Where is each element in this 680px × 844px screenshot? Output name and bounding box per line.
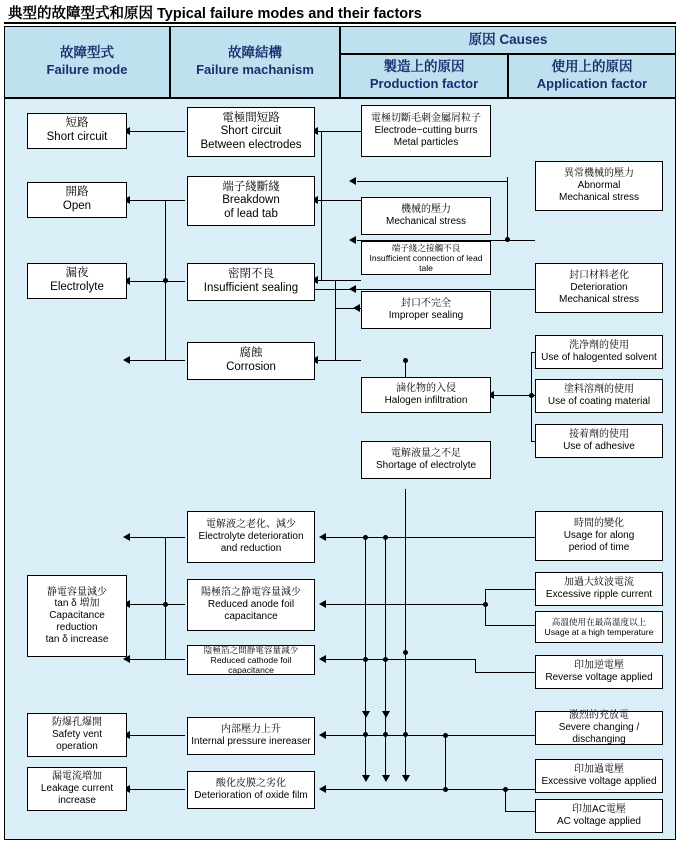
arrow-icon: [382, 775, 390, 782]
header-production-factor-cn: 製造上的原因: [383, 59, 465, 75]
label-en: Insufficient sealing: [203, 282, 299, 294]
connector: [475, 659, 476, 672]
label-cn: 端子綫之接觸不良: [391, 242, 461, 253]
connector: [505, 789, 506, 811]
connector: [357, 289, 535, 290]
label-en2: operation: [56, 740, 98, 752]
arrow-icon: [362, 775, 370, 782]
arrow-icon: [349, 285, 356, 293]
diagram-canvas: [4, 98, 676, 840]
connector: [325, 604, 485, 605]
production-factor-electrode-cutting-burrs[interactable]: [361, 105, 491, 157]
title-divider: [4, 22, 676, 24]
arrow-icon: [319, 655, 326, 663]
application-factor-seal-deterioration[interactable]: [535, 263, 663, 313]
application-factor-reverse-voltage[interactable]: [535, 655, 663, 689]
label-en: Use of adhesive: [563, 441, 635, 452]
label-en2: and reduction: [220, 542, 282, 554]
connector: [507, 177, 508, 240]
label-en: Improper sealing: [388, 310, 464, 321]
mechanism-reduced-anode-foil-capacitance[interactable]: [187, 579, 315, 631]
label-en: Capacitance: [49, 610, 105, 622]
label-cn: 端子綫斷綫: [222, 180, 280, 193]
label-en: Reduced cathode foil capacitance: [210, 654, 292, 676]
connector: [335, 308, 361, 309]
label-cn: 印加逆電壓: [574, 660, 624, 672]
label-cn: 接着劑的使用: [569, 429, 629, 441]
mechanism-corrosion[interactable]: [187, 342, 315, 380]
label-cn: 加過大紋波電流: [564, 577, 634, 589]
connector: [127, 789, 185, 790]
application-factor-coating-material[interactable]: [535, 379, 663, 413]
header-failure-mode: [4, 26, 170, 98]
label-cn: 静電容量減少: [47, 586, 107, 598]
arrow-icon: [123, 533, 130, 541]
label-en2: increase: [58, 794, 96, 806]
label-en: Reduced anode foil: [207, 599, 295, 611]
production-factor-mechanical-stress[interactable]: [361, 197, 491, 235]
label-en: Electrolyte deterioration: [198, 531, 304, 543]
connector: [445, 735, 446, 789]
connector: [485, 589, 486, 625]
label-cn: 腐蝕: [239, 347, 263, 360]
connector: [475, 672, 535, 673]
application-factor-severe-charging-discharging[interactable]: [535, 711, 663, 745]
label-en: Mechanical stress: [385, 216, 467, 227]
header-failure-mechanism-en: Failure machanism: [196, 62, 314, 78]
junction-dot: [403, 358, 408, 363]
label-cn: 封口材料老化: [569, 270, 629, 282]
label-en: Use of halogented solvent: [541, 352, 657, 363]
header-failure-mechanism-cn: 故障結構: [228, 45, 282, 61]
label-en: Insufficient connection of lead tale: [369, 252, 483, 274]
header-failure-mechanism: [170, 26, 340, 98]
label-cn: 時間的變化: [574, 518, 624, 530]
label-cn: 滷化物的入侵: [396, 383, 456, 395]
header-application-factor: [508, 54, 676, 98]
label-cn: 酸化皮膜之劣化: [216, 778, 286, 790]
label-en: Excessive ripple current: [545, 589, 653, 600]
label-cn: 電極間短路: [222, 111, 280, 124]
label-en: Usage at a high temperature: [544, 627, 654, 637]
label-en: Shortage of electrolyte: [375, 460, 477, 471]
production-factor-shortage-of-electrolyte[interactable]: [361, 441, 491, 479]
arrow-icon: [402, 775, 410, 782]
label-cn: 電解液之老化、減少: [206, 519, 296, 531]
label-en2: capacitance: [224, 610, 278, 622]
connector: [127, 659, 185, 660]
label-cn: 漏電流増加: [52, 771, 102, 783]
application-factor-high-temperature[interactable]: [535, 611, 663, 643]
label-en2: Metal particles: [393, 136, 459, 148]
header-causes-label: 原因 Causes: [468, 31, 548, 47]
label-cn: 開路: [65, 186, 89, 199]
label-en2: reduction: [56, 621, 98, 633]
label-cn: 機械的壓力: [401, 204, 451, 216]
connector: [335, 281, 336, 341]
connector: [325, 537, 535, 538]
label-en: Safety vent: [51, 729, 103, 741]
application-factor-excessive-voltage[interactable]: [535, 759, 663, 793]
failure-mode-leakage-current[interactable]: [27, 767, 127, 811]
application-factor-abnormal-mechanical-stress[interactable]: [535, 161, 663, 211]
label-en: Breakdown: [222, 194, 280, 207]
application-factor-usage-long-period[interactable]: [535, 511, 663, 561]
junction-dot: [163, 602, 168, 607]
connector: [385, 537, 386, 781]
label-cn: 短路: [65, 117, 89, 130]
label-cn: 印加過電壓: [574, 764, 624, 776]
connector: [485, 589, 535, 590]
connector: [485, 625, 535, 626]
junction-dot: [403, 650, 408, 655]
connector: [325, 735, 535, 736]
connector: [365, 537, 366, 781]
label-en2: of lead tab: [224, 207, 278, 220]
connector: [357, 181, 507, 182]
connector: [165, 537, 166, 659]
production-factor-insufficient-lead-connection[interactable]: [361, 241, 491, 275]
connector: [315, 200, 361, 201]
label-en: Abnormal: [577, 180, 621, 192]
label-en: Usage for along: [563, 530, 635, 542]
failure-mode-open[interactable]: [27, 182, 127, 218]
connector: [127, 200, 185, 201]
mechanism-deterioration-of-oxide-film[interactable]: [187, 771, 315, 809]
connector: [127, 281, 185, 282]
label-en: Excessive voltage applied: [541, 776, 657, 787]
label-en: Use of coating material: [547, 396, 651, 407]
label-en: Deterioration: [570, 282, 628, 294]
arrow-icon: [319, 785, 326, 793]
label-en: Electrolyte: [50, 281, 104, 293]
connector: [127, 131, 185, 132]
arrow-icon: [382, 711, 390, 718]
application-factor-excessive-ripple-current[interactable]: [535, 572, 663, 606]
label-en: Internal pressure inereaser: [191, 736, 311, 747]
label-en3: tan δ increase: [45, 633, 109, 645]
connector: [335, 341, 336, 361]
arrow-icon: [349, 177, 356, 185]
application-factor-halogented-solvent[interactable]: [535, 335, 663, 369]
label-cn: 漏夜: [65, 267, 89, 280]
label-en: Leakage current: [40, 783, 114, 795]
label-en: Reverse voltage applied: [545, 672, 653, 683]
header-failure-mode-en: Failure mode: [46, 62, 128, 78]
connector: [315, 280, 361, 281]
page-title: 典型的故障型式和原因 Typical failure modes and their factors: [8, 6, 422, 22]
label-en: Short circuit: [46, 131, 108, 143]
label-cn: 印加AC電壓: [572, 804, 626, 816]
label-cn: 陰極箔之間静電容量減少: [203, 644, 299, 655]
connector: [325, 659, 475, 660]
connector: [505, 811, 535, 812]
arrow-icon: [362, 711, 370, 718]
label-cn: 密閉不良: [228, 268, 274, 281]
arrow-icon: [349, 236, 356, 244]
header-production-factor-en: Production factor: [369, 76, 479, 92]
mechanism-electrolyte-deterioration[interactable]: [187, 511, 315, 563]
mechanism-short-circuit-between-electrodes[interactable]: [187, 107, 315, 157]
failure-mode-short-circuit[interactable]: [27, 113, 127, 149]
label-cn: 電極切斷毛刺金屬屑粒子: [371, 113, 481, 125]
label-cn: 洗净劑的使用: [569, 340, 629, 352]
label-cn: 高溫使用在最高溫度以上: [551, 616, 647, 627]
label-en2: Mechanical stress: [558, 293, 640, 305]
arrow-icon: [123, 356, 130, 364]
label-en2: Between electrodes: [200, 138, 302, 151]
header-causes: [340, 26, 676, 54]
label-cn: 激烈的充放電: [569, 710, 629, 722]
connector: [127, 604, 185, 605]
production-factor-halogen-infiltration[interactable]: [361, 377, 491, 413]
label-en: Short circuit: [220, 125, 282, 138]
label-en2: Mechanical stress: [558, 191, 640, 203]
label-cn: 封口不完全: [401, 298, 451, 310]
header-production-factor: [340, 54, 508, 98]
junction-dot: [163, 278, 168, 283]
label-en: AC voltage applied: [557, 816, 641, 827]
connector: [321, 131, 322, 281]
connector: [315, 360, 361, 361]
label-en: Open: [62, 200, 92, 212]
label-cn: 塗料溶劑的使用: [564, 384, 634, 396]
header-failure-mode-cn: 故障型式: [59, 45, 114, 61]
junction-dot: [529, 393, 534, 398]
junction-dot: [443, 733, 448, 738]
junction-dot: [503, 787, 508, 792]
application-factor-adhesive[interactable]: [535, 424, 663, 458]
failure-mode-safety-vent[interactable]: [27, 713, 127, 757]
label-cn2: tan δ 増加: [54, 598, 100, 610]
header-application-factor-cn: 使用上的原因: [551, 59, 633, 75]
label-cn: 防爆孔爆開: [52, 717, 102, 729]
production-factor-improper-sealing[interactable]: [361, 291, 491, 329]
mechanism-internal-pressure-increase[interactable]: [187, 717, 315, 755]
label-en: Electrode−cutting burrs: [374, 125, 478, 137]
label-cn: 内部壓力上升: [221, 724, 281, 736]
mechanism-insufficient-sealing[interactable]: [187, 263, 315, 301]
label-cn: 異常機械的壓力: [564, 168, 634, 180]
label-cn: 電解液量之不足: [391, 448, 461, 460]
label-cn: 陽極箔之静電容量減少: [201, 587, 301, 599]
label-en: Corrosion: [226, 361, 276, 373]
label-en: Halogen infiltration: [384, 395, 468, 406]
failure-mode-electrolyte[interactable]: [27, 263, 127, 299]
arrow-icon: [319, 600, 326, 608]
label-en2: period of time: [568, 541, 630, 553]
failure-mode-capacitance-reduction[interactable]: [27, 575, 127, 657]
application-factor-ac-voltage[interactable]: [535, 799, 663, 833]
connector: [127, 735, 185, 736]
arrow-icon: [319, 533, 326, 541]
connector: [127, 537, 185, 538]
connector: [127, 360, 185, 361]
connector: [405, 489, 406, 781]
label-en: Severe changing / dischanging: [558, 722, 640, 745]
arrow-icon: [319, 731, 326, 739]
mechanism-reduced-cathode-foil-capacitance[interactable]: [187, 645, 315, 675]
label-en: Deterioration of oxide film: [194, 790, 308, 801]
header-application-factor-en: Application factor: [536, 76, 648, 92]
junction-dot: [483, 602, 488, 607]
mechanism-breakdown-of-lead-tab[interactable]: [187, 176, 315, 226]
